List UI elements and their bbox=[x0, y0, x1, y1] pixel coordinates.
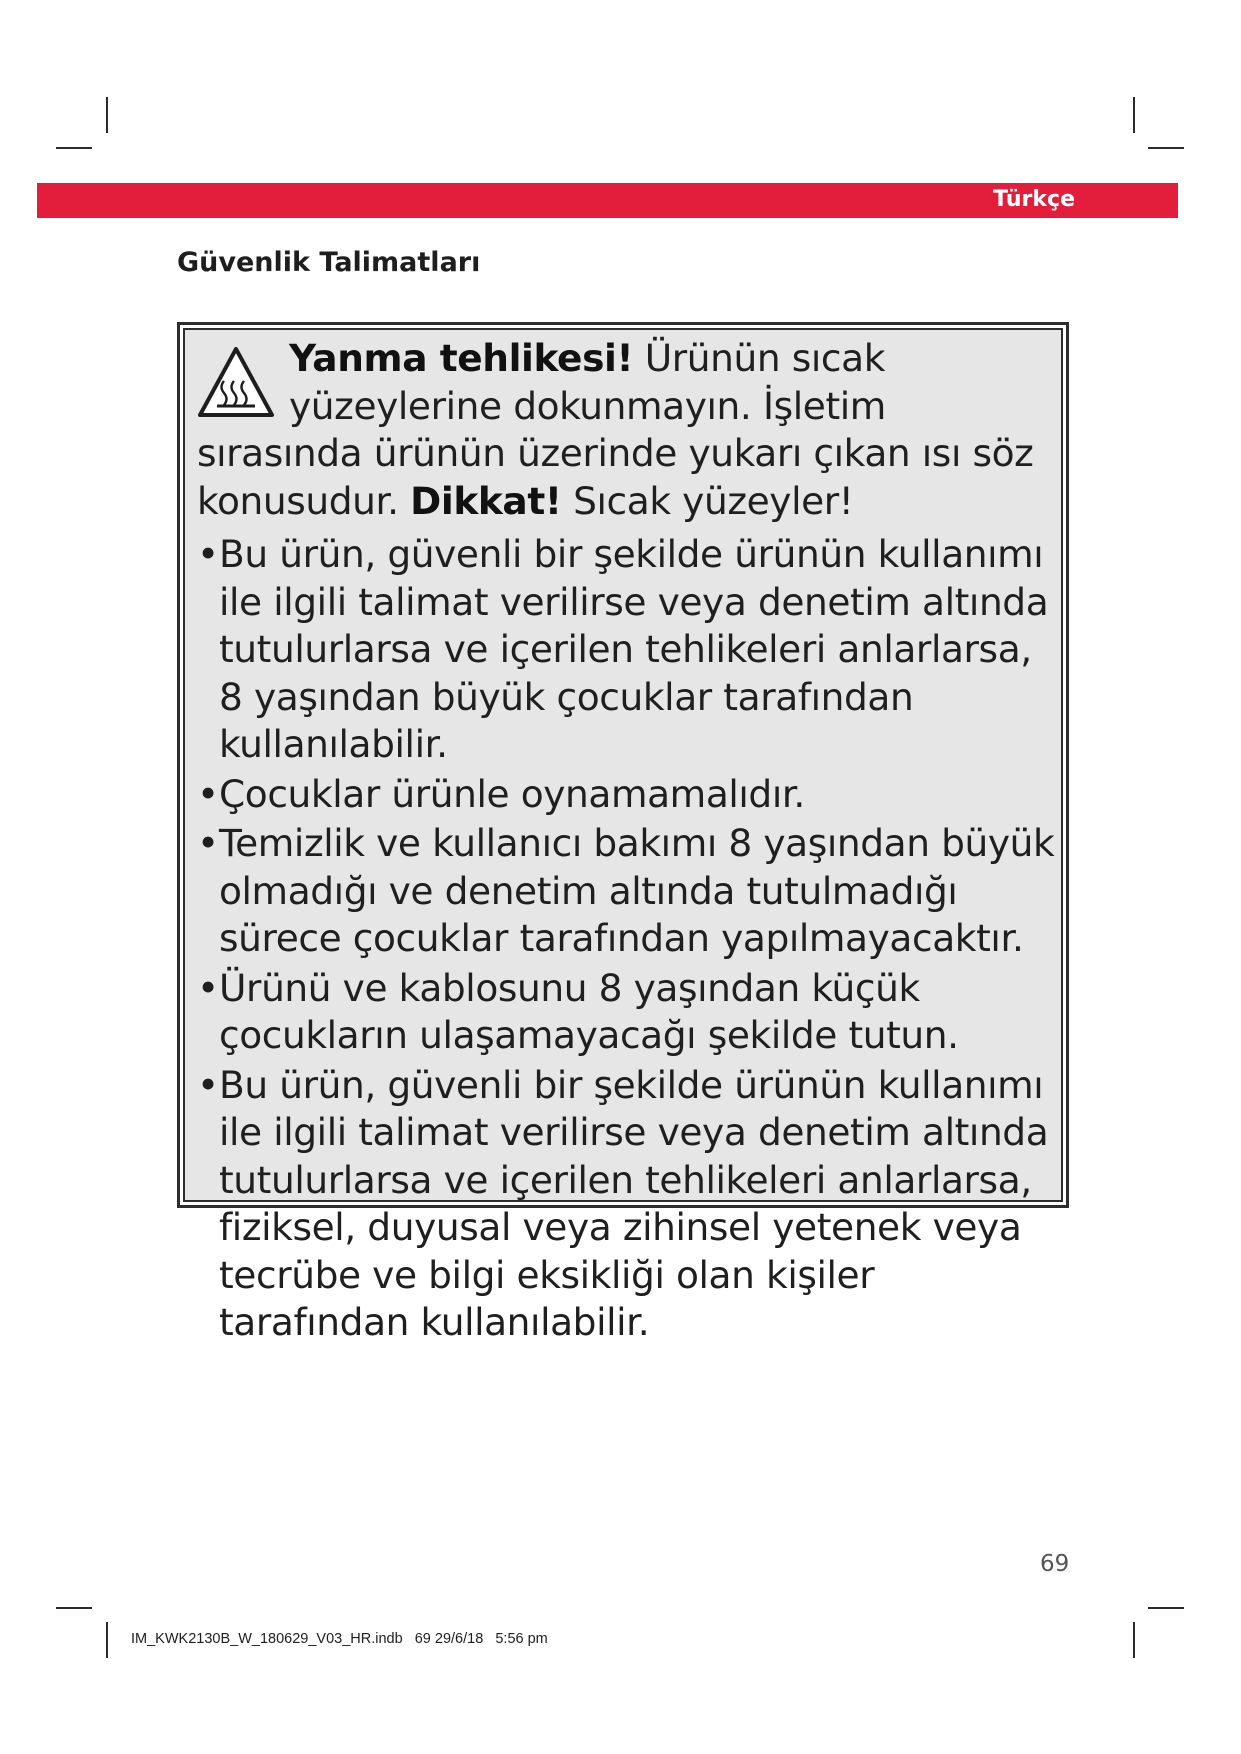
crop-mark-bottom-left-horizontal bbox=[56, 1607, 92, 1609]
crop-mark-top-right-horizontal bbox=[1148, 147, 1184, 149]
crop-mark-bottom-left-vertical bbox=[106, 1622, 108, 1658]
list-item bbox=[197, 1062, 1055, 1347]
language-label: Türkçe bbox=[992, 187, 1075, 212]
page-number: 69 bbox=[1040, 1551, 1070, 1577]
bullet-icon: • bbox=[197, 771, 219, 816]
language-header-bar bbox=[37, 183, 1178, 218]
list-item bbox=[197, 965, 1055, 1060]
bullet-icon: • bbox=[197, 1062, 219, 1107]
crop-mark-top-right-vertical bbox=[1133, 97, 1135, 133]
bullet-icon: • bbox=[197, 821, 219, 865]
crop-mark-bottom-right-vertical bbox=[1133, 1622, 1135, 1658]
list-item bbox=[197, 820, 1055, 963]
print-slug: IM_KWK2130B_W_180629_V03_HR.indb 69 29/6/18 5:56 pm bbox=[131, 1631, 548, 1647]
safety-bullet-list bbox=[197, 531, 1055, 1347]
bullet-icon: • bbox=[197, 965, 219, 1010]
bullet-text: Bu ürün, güvenli bir şekilde ürünün kullanımı ile ilgili talimat verilirse veya denetim altında tutulurlarsa ve içerilen tehlikeleri anlarlarsa, fiziksel, duyusal veya zihinsel yetenek veya tecrübe ve bilgi eksikliği olan kişiler tarafından kullanılabilir. bbox=[219, 1062, 1049, 1344]
crop-mark-top-left-horizontal bbox=[56, 147, 92, 149]
crop-mark-top-left-vertical bbox=[106, 97, 108, 133]
bullet-text: Çocuklar ürünle oynamamalıdır. bbox=[219, 771, 805, 816]
warning-intro-text: Ürünün sıcak yüzeylerine dokunmayın. İşletim sırasında ürünün üzerinde yukarı çıkan ısı söz konusudur. bbox=[197, 336, 1034, 523]
bullet-text: Ürünü ve kablosunu 8 yaşından küçük çocukların ulaşamayacağı şekilde tutun. bbox=[219, 965, 959, 1057]
caution-label: Dikkat! bbox=[410, 478, 562, 523]
section-title: Güvenlik Talimatları bbox=[177, 247, 481, 278]
list-item bbox=[197, 771, 1055, 819]
list-item bbox=[197, 531, 1055, 769]
caution-text: Sıcak yüzeyler! bbox=[573, 478, 854, 523]
warning-content bbox=[183, 328, 1063, 1344]
bullet-text: Bu ürün, güvenli bir şekilde ürünün kullanımı ile ilgili talimat verilirse veya denetim altında tutulurlarsa ve içerilen tehlikeleri anlarlarsa, 8 yaşından büyük çocuklar tarafından kullanılabilir. bbox=[219, 532, 1049, 766]
hot-surface-warning-icon bbox=[197, 343, 275, 423]
crop-mark-bottom-right-horizontal bbox=[1148, 1607, 1184, 1609]
bullet-icon: • bbox=[197, 532, 219, 576]
warning-intro bbox=[197, 335, 1055, 525]
bullet-text: Temizlik ve kullanıcı bakımı 8 yaşından büyük olmadığı ve denetim altında tutulmadığı sürece çocuklar tarafından yapılmayacaktır. bbox=[219, 821, 1055, 960]
warning-heading: Yanma tehlikesi! bbox=[289, 336, 634, 380]
warning-box bbox=[177, 322, 1069, 1344]
